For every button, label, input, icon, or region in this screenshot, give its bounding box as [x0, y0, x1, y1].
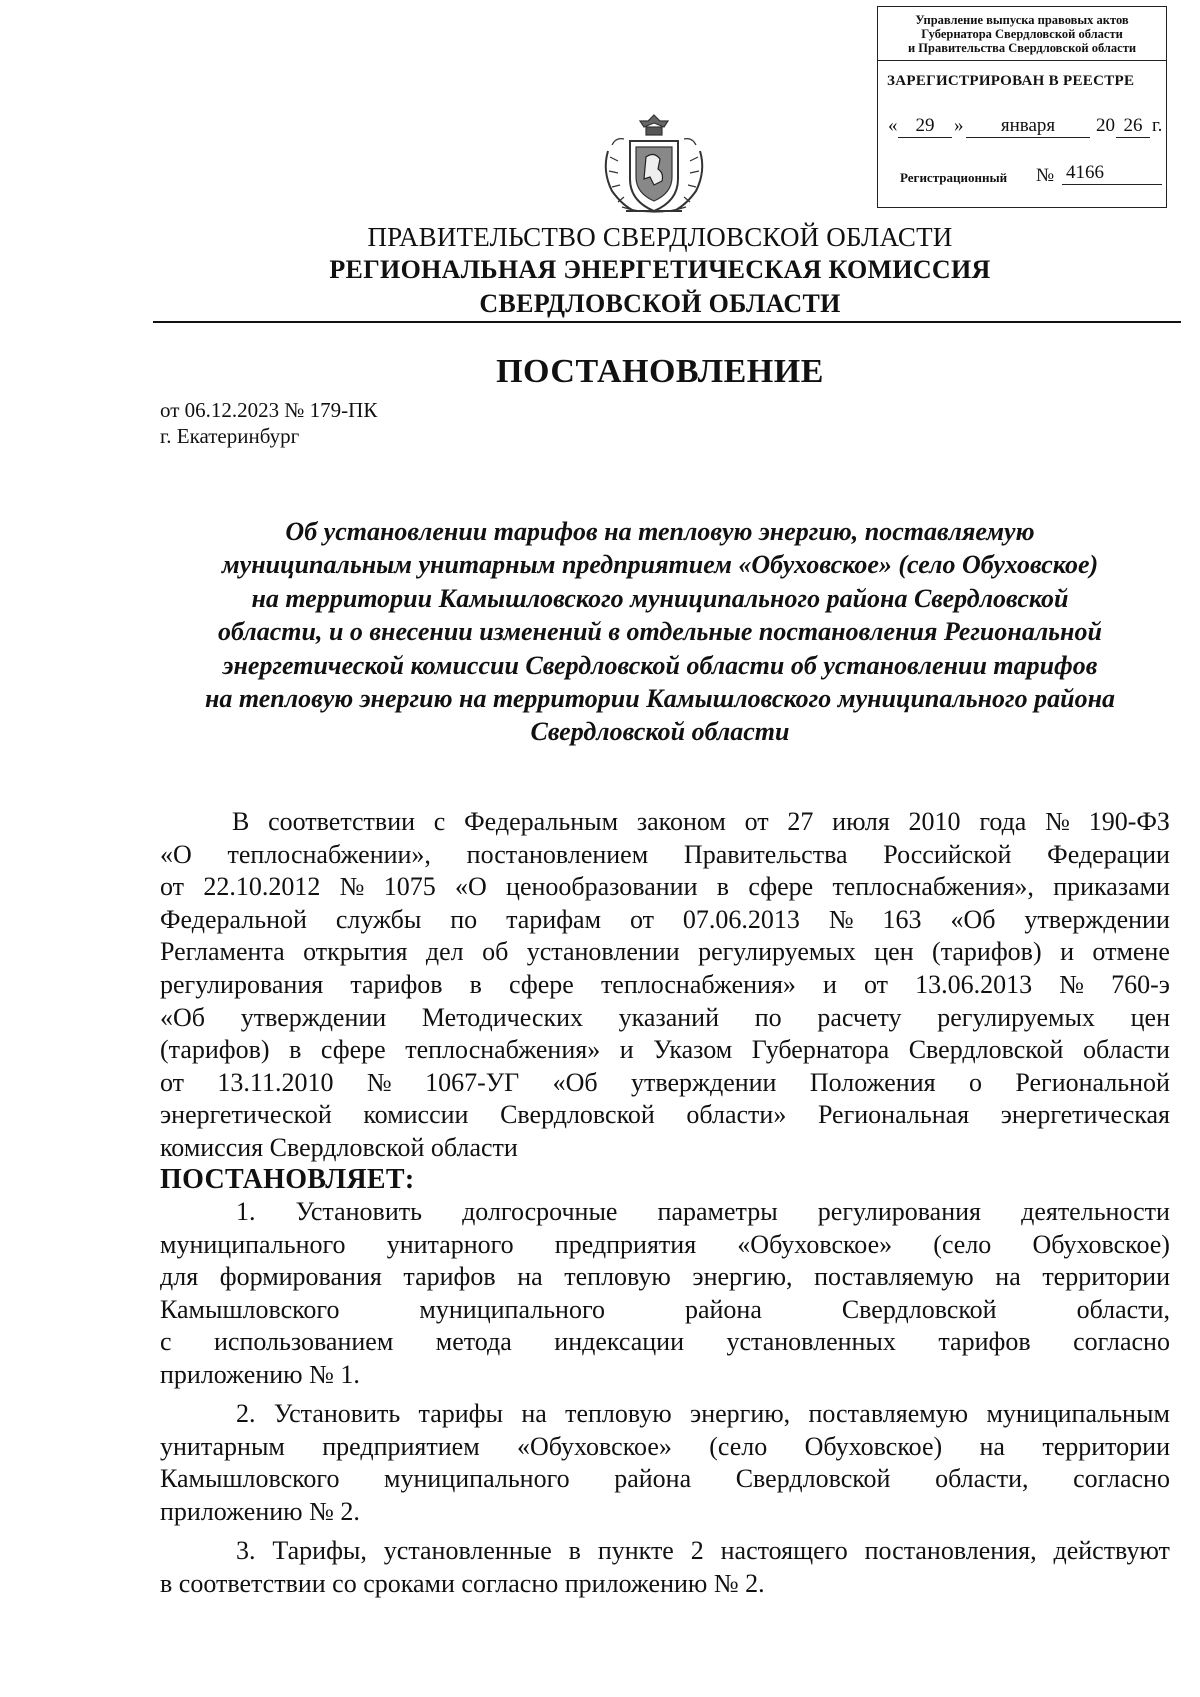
resolves-heading: ПОСТАНОВЛЯЕТ:: [160, 1164, 415, 1195]
item-2-paragraph: [160, 1398, 1170, 1528]
item-1-line: приложению № 1.: [160, 1359, 360, 1389]
document-city: г. Екатеринбург: [160, 424, 300, 448]
preamble-line: Регламента открытия дел об установлении регулируемых цен (тарифов) и отмене: [160, 937, 1170, 967]
coat-of-arms-icon: [596, 111, 712, 219]
stamp-header: [878, 7, 1166, 61]
stamp-quote-close: »: [954, 115, 964, 136]
item-1-line: 1. Установить долгосрочные параметры регулирования деятельности: [236, 1197, 1170, 1226]
government-title: ПРАВИТЕЛЬСТВО СВЕРДЛОВСКОЙ ОБЛАСТИ: [367, 222, 953, 252]
item-2-line: приложению № 2.: [160, 1496, 360, 1526]
subject-line: энергетической комиссии Свердловской области об установлении тарифов: [222, 650, 1098, 680]
stamp-org-line: Губернатора Свердловской области: [921, 27, 1123, 41]
item-1-line: муниципального унитарного предприятия «Обуховское» (село Обуховское): [160, 1229, 1170, 1259]
preamble-line: от 13.11.2010 № 1067-УГ «Об утверждении Положения о Региональной: [160, 1067, 1170, 1097]
stamp-org-line: и Правительства Свердловской области: [907, 41, 1137, 55]
item-1-line: для формирования тарифов на тепловую энергию, поставляемую на территории: [160, 1262, 1170, 1292]
item-1-line: Камышловского муниципального района Свердловской области,: [160, 1294, 1170, 1324]
item-2-line: 2. Установить тарифы на тепловую энергию, поставляемую муниципальным: [236, 1399, 1170, 1428]
stamp-day: 29: [898, 115, 952, 138]
item-2-line: Камышловского муниципального района Свердловской области, согласно: [160, 1464, 1170, 1494]
document-type: ПОСТАНОВЛЕНИЕ: [496, 353, 824, 390]
preamble-line: «Об утверждении Методических указаний по расчету регулируемых цен: [160, 1002, 1170, 1032]
stamp-year-mark: г.: [1152, 115, 1163, 136]
commission-title-line-2: СВЕРДЛОВСКОЙ ОБЛАСТИ: [479, 289, 841, 318]
preamble-paragraph: [160, 806, 1170, 1165]
stamp-org-line: Управление выпуска правовых актов: [915, 13, 1129, 27]
preamble-line: регулирования тарифов в сфере теплоснабжения» и от 13.06.2013 № 760-э: [160, 969, 1170, 999]
preamble-line: В соответствии с Федеральным законом от 27 июля 2010 года № 190-ФЗ: [232, 807, 1170, 836]
stamp-reg-no-sign: №: [1036, 165, 1055, 186]
stamp-year-suffix: 26: [1116, 115, 1150, 138]
item-1-paragraph: [160, 1196, 1170, 1392]
stamp-quote-open: «: [888, 115, 898, 136]
subject-line: на территории Камышловского муниципального района Свердловской: [251, 583, 1069, 613]
preamble-line: (тарифов) в сфере теплоснабжения» и Указом Губернатора Свердловской области: [160, 1035, 1170, 1065]
stamp-year-prefix: 20: [1096, 115, 1115, 136]
subject-line: области, и о внесении изменений в отдельные постановления Региональной: [218, 617, 1102, 647]
stamp-date: [888, 115, 1163, 141]
subject-line: Свердловской области: [530, 717, 790, 747]
item-3-line: 3. Тарифы, установленные в пункте 2 настоящего постановления, действуют: [236, 1536, 1170, 1565]
preamble-line: Федеральной службы по тарифам от 07.06.2013 № 163 «Об утверждении: [160, 904, 1170, 934]
stamp-registration: [900, 162, 1160, 190]
subject-line: Об установлении тарифов на тепловую энергию, поставляемую: [285, 517, 1035, 546]
item-1-line: с использованием метода индексации установленных тарифов согласно: [160, 1327, 1170, 1357]
stamp-registered-title: ЗАРЕГИСТРИРОВАН В РЕЕСТРЕ: [887, 73, 1135, 89]
stamp-reg-label: Регистрационный: [900, 170, 1008, 185]
item-3-paragraph: [160, 1535, 1170, 1600]
commission-title-line-1: РЕГИОНАЛЬНАЯ ЭНЕРГЕТИЧЕСКАЯ КОМИССИЯ: [329, 255, 991, 284]
document-date-number: от 06.12.2023 № 179-ПК: [160, 398, 378, 422]
registration-stamp: [877, 6, 1167, 208]
preamble-line: «О теплоснабжении», постановлением Правительства Российской Федерации: [160, 839, 1170, 869]
item-2-line: унитарным предприятием «Обуховское» (село Обуховское) на территории: [160, 1431, 1170, 1461]
subject-line: на тепловую энергию на территории Камышловского муниципального района: [204, 684, 1116, 714]
stamp-reg-number: 4166: [1062, 162, 1162, 185]
preamble-line: энергетической комиссии Свердловской области» Региональная энергетическая: [160, 1100, 1170, 1130]
preamble-line: от 22.10.2012 № 1075 «О ценообразовании в сфере теплоснабжения», приказами: [160, 872, 1170, 902]
preamble-line: комиссия Свердловской области: [160, 1132, 518, 1162]
document-subject: [150, 515, 1170, 749]
stamp-month: января: [966, 115, 1090, 138]
subject-line: муниципальным унитарным предприятием «Обуховское» (село Обуховское): [221, 550, 1099, 580]
header-divider: [153, 321, 1181, 323]
item-3-line: в соответствии со сроками согласно приложению № 2.: [160, 1568, 765, 1598]
